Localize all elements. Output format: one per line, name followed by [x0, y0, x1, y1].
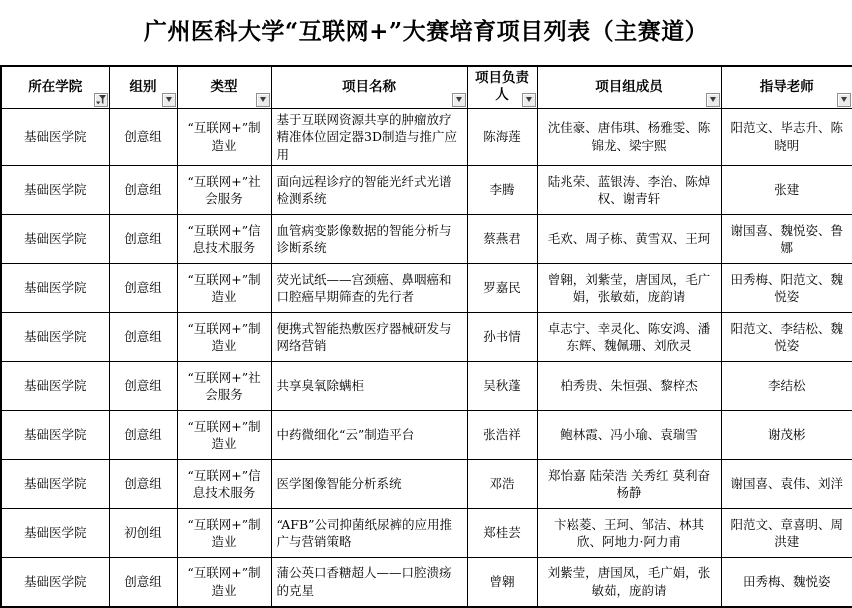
cell-type[interactable]: “互联网+”信息技术服务: [177, 215, 271, 264]
column-header-name: [271, 66, 467, 108]
cell-type[interactable]: “互联网+”社会服务: [177, 166, 271, 215]
cell-college[interactable]: 基础医学院: [1, 215, 109, 264]
cell-leader[interactable]: 蔡燕君: [467, 215, 537, 264]
cell-type[interactable]: “互联网+”制造业: [177, 108, 271, 166]
cell-group[interactable]: 创意组: [109, 362, 177, 411]
cell-leader[interactable]: 邓浩: [467, 460, 537, 509]
column-header-label: 指导老师: [759, 78, 814, 95]
cell-advisors[interactable]: 阳范文、李结松、魏悦姿: [721, 313, 852, 362]
filter-funnel-icon: [95, 94, 107, 106]
cell-name[interactable]: 医学图像智能分析系统: [271, 460, 467, 509]
cell-type[interactable]: “互联网+”制造业: [177, 313, 271, 362]
table-row: [1, 166, 852, 215]
column-header-label: 所在学院: [28, 78, 83, 95]
column-header-leader: [467, 66, 537, 108]
cell-college[interactable]: 基础医学院: [1, 509, 109, 558]
cell-name[interactable]: 血管病变影像数据的智能分析与诊断系统: [271, 215, 467, 264]
column-header-advisors: [721, 66, 852, 108]
projects-table: [0, 65, 852, 608]
cell-college[interactable]: 基础医学院: [1, 313, 109, 362]
filter-dropdown-button[interactable]: [256, 93, 270, 107]
cell-leader[interactable]: 陈海莲: [467, 108, 537, 166]
cell-college[interactable]: 基础医学院: [1, 460, 109, 509]
cell-members[interactable]: 鲍林霞、冯小瑜、袁瑞雪: [537, 411, 721, 460]
filter-dropdown-button[interactable]: [522, 93, 536, 107]
chevron-down-icon: [841, 97, 847, 102]
cell-advisors[interactable]: 阳范文、章喜明、周洪建: [721, 509, 852, 558]
table-row: [1, 558, 852, 607]
filter-dropdown-button[interactable]: [706, 93, 720, 107]
cell-members[interactable]: 沈佳豪、唐伟琪、杨雅雯、陈锦龙、梁宇熙: [537, 108, 721, 166]
cell-members[interactable]: 柏秀贵、朱恒强、黎梓杰: [537, 362, 721, 411]
column-header-label: 项目组成员: [595, 78, 663, 95]
cell-type[interactable]: “互联网+”信息技术服务: [177, 460, 271, 509]
chevron-down-icon: [166, 97, 172, 102]
cell-members[interactable]: 郑怡嘉 陆荣浩 关秀红 莫利奋 杨静: [537, 460, 721, 509]
page-title: 广州医科大学“互联网+”大赛培育项目列表（主赛道）: [143, 18, 709, 45]
cell-members[interactable]: 卞崧菱、王珂、邹洁、林其欣、阿地力·阿力甫: [537, 509, 721, 558]
cell-advisors[interactable]: 谢国喜、袁伟、刘洋: [721, 460, 852, 509]
cell-leader[interactable]: 李腾: [467, 166, 537, 215]
cell-name[interactable]: 面向远程诊疗的智能光纤式光谱检测系统: [271, 166, 467, 215]
table-row: [1, 460, 852, 509]
column-header-label: 项目名称: [342, 78, 396, 95]
cell-leader[interactable]: 曾翱: [467, 558, 537, 607]
cell-leader[interactable]: 张浩祥: [467, 411, 537, 460]
filter-dropdown-button[interactable]: [452, 93, 466, 107]
cell-name[interactable]: 便携式智能热敷医疗器械研发与网络营销: [271, 313, 467, 362]
cell-leader[interactable]: 吴秋蓬: [467, 362, 537, 411]
table-row: [1, 411, 852, 460]
cell-group[interactable]: 初创组: [109, 509, 177, 558]
table-row: [1, 509, 852, 558]
cell-advisors[interactable]: 李结松: [721, 362, 852, 411]
cell-group[interactable]: 创意组: [109, 460, 177, 509]
cell-name[interactable]: 荧光试纸——宫颈癌、鼻咽癌和口腔癌早期筛查的先行者: [271, 264, 467, 313]
cell-type[interactable]: “互联网+”制造业: [177, 264, 271, 313]
cell-name[interactable]: 中药微细化“云”制造平台: [271, 411, 467, 460]
filter-funnel-button[interactable]: [94, 93, 108, 107]
cell-group[interactable]: 创意组: [109, 558, 177, 607]
cell-members[interactable]: 毛欢、周子栋、黄雪双、王珂: [537, 215, 721, 264]
cell-name[interactable]: “AFB”公司抑菌纸尿裤的应用推广与营销策略: [271, 509, 467, 558]
table-row: [1, 362, 852, 411]
cell-type[interactable]: “互联网+”制造业: [177, 558, 271, 607]
cell-members[interactable]: 刘紫莹，唐国凤，毛广娟，张敏茹，庞韵请: [537, 558, 721, 607]
cell-name[interactable]: 蒲公英口香糖超人——口腔溃疡的克星: [271, 558, 467, 607]
cell-advisors[interactable]: 阳范文、毕志升、陈晓明: [721, 108, 852, 166]
column-header-label: 组别: [129, 78, 157, 95]
column-header-group: [109, 66, 177, 108]
filter-dropdown-button[interactable]: [162, 93, 176, 107]
cell-advisors[interactable]: 谢国喜、魏悦姿、鲁娜: [721, 215, 852, 264]
cell-advisors[interactable]: 谢茂彬: [721, 411, 852, 460]
cell-group[interactable]: 创意组: [109, 215, 177, 264]
cell-group[interactable]: 创意组: [109, 166, 177, 215]
column-header-members: [537, 66, 721, 108]
table-row: [1, 313, 852, 362]
column-header-label: 类型: [210, 78, 238, 95]
cell-advisors[interactable]: 田秀梅、魏悦姿: [721, 558, 852, 607]
cell-college[interactable]: 基础医学院: [1, 362, 109, 411]
cell-advisors[interactable]: 张建: [721, 166, 852, 215]
cell-type[interactable]: “互联网+”社会服务: [177, 362, 271, 411]
cell-group[interactable]: 创意组: [109, 108, 177, 166]
column-header-type: [177, 66, 271, 108]
chevron-down-icon: [260, 97, 266, 102]
chevron-down-icon: [710, 97, 716, 102]
header-row: [1, 66, 852, 108]
cell-group[interactable]: 创意组: [109, 264, 177, 313]
cell-members[interactable]: 曾翱，刘紫莹，唐国凤，毛广娟，张敏茹，庞韵请: [537, 264, 721, 313]
cell-type[interactable]: “互联网+”制造业: [177, 411, 271, 460]
table-row: [1, 215, 852, 264]
cell-college[interactable]: 基础医学院: [1, 166, 109, 215]
cell-type[interactable]: “互联网+”制造业: [177, 509, 271, 558]
chevron-down-icon: [526, 97, 532, 102]
cell-members[interactable]: 陆兆荣、蓝银涛、李治、陈焯权、谢青轩: [537, 166, 721, 215]
column-header-college: [1, 66, 109, 108]
cell-leader[interactable]: 孙书情: [467, 313, 537, 362]
table-row: [1, 108, 852, 166]
cell-advisors[interactable]: 田秀梅、阳范文、魏悦姿: [721, 264, 852, 313]
column-header-label: 项目负责人: [475, 70, 529, 104]
cell-group[interactable]: 创意组: [109, 411, 177, 460]
cell-name[interactable]: 基于互联网资源共享的肿瘤放疗精准体位固定器3D制造与推广应用: [271, 108, 467, 166]
cell-college[interactable]: 基础医学院: [1, 108, 109, 166]
cell-group[interactable]: 创意组: [109, 313, 177, 362]
table-row: [1, 264, 852, 313]
cell-members[interactable]: 卓志宁、幸灵化、陈安鸿、潘东辉、魏佩珊、刘欣灵: [537, 313, 721, 362]
cell-college[interactable]: 基础医学院: [1, 411, 109, 460]
cell-college[interactable]: 基础医学院: [1, 264, 109, 313]
cell-name[interactable]: 共享臭氧除螨柜: [271, 362, 467, 411]
filter-dropdown-button[interactable]: [837, 93, 851, 107]
cell-leader[interactable]: 罗嘉民: [467, 264, 537, 313]
chevron-down-icon: [456, 97, 462, 102]
cell-college[interactable]: 基础医学院: [1, 558, 109, 607]
cell-leader[interactable]: 郑桂芸: [467, 509, 537, 558]
